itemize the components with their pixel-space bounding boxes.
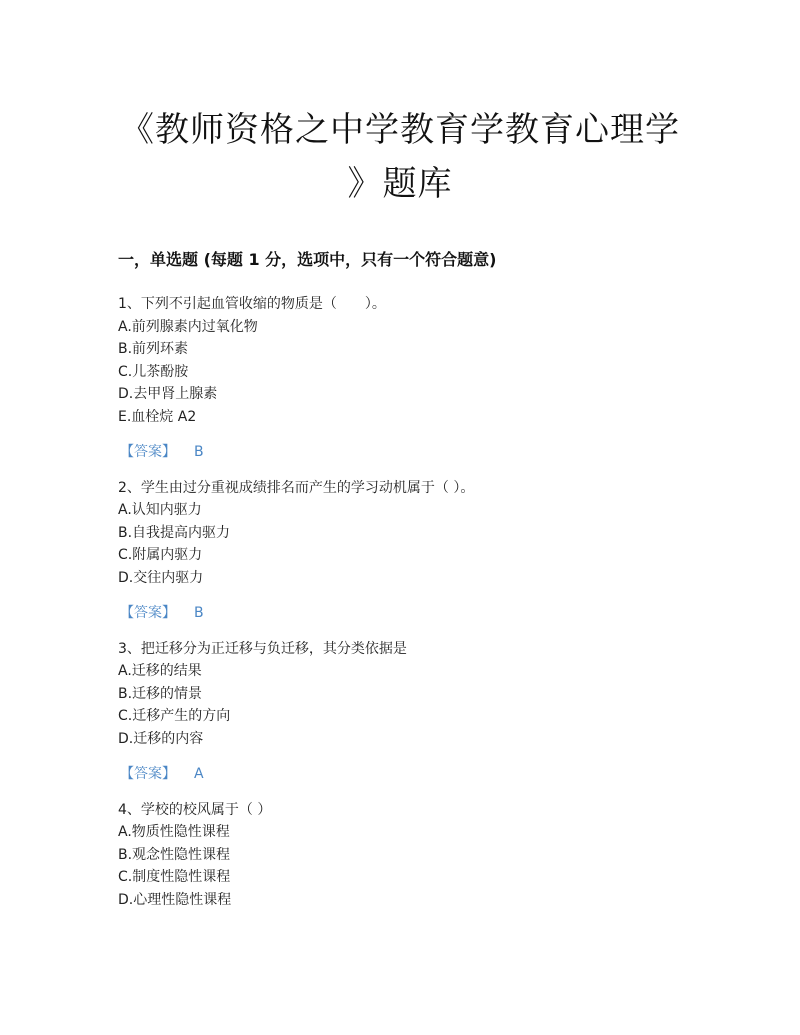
option-a: A.认知内驱力	[118, 502, 202, 518]
option-a: A.迁移的结果	[118, 663, 202, 679]
option-a: A.前列腺素内过氧化物	[118, 318, 258, 335]
answer-value: A	[194, 766, 204, 782]
answer-label: 【答案】	[120, 766, 176, 782]
answer-row	[118, 602, 718, 625]
question-stem: 1、下列不引起血管收缩的物质是（ ）。	[118, 296, 386, 312]
answer-row	[118, 763, 718, 786]
document-title	[100, 103, 700, 211]
section-heading: 一，单选题 (每题 1 分，选项中，只有一个符合题意)	[118, 250, 497, 269]
question-3	[118, 638, 718, 786]
option-d: D.去甲肾上腺素	[118, 386, 218, 402]
question-4	[118, 799, 718, 912]
question-2	[118, 477, 718, 625]
answer-row	[118, 441, 718, 464]
option-a: A.物质性隐性课程	[118, 824, 230, 840]
option-d: D.心理性隐性课程	[118, 891, 232, 908]
option-d: D.交往内驱力	[118, 569, 204, 586]
option-b: B.前列环素	[118, 341, 189, 357]
question-stem: 3、把迁移分为正迁移与负迁移，其分类依据是	[118, 640, 407, 657]
title-line-1: 《教师资格之中学教育学教育心理学	[120, 110, 680, 150]
option-c: C.儿茶酚胺	[118, 363, 189, 380]
answer-label: 【答案】	[120, 444, 176, 460]
answer-label: 【答案】	[120, 605, 176, 621]
question-stem: 4、学校的校风属于（ ）	[118, 801, 272, 818]
option-b: B.自我提高内驱力	[118, 524, 231, 541]
question-stem: 2、学生由过分重视成绩排名而产生的学习动机属于（ ）。	[118, 479, 475, 496]
question-1	[118, 293, 718, 464]
option-c: C.附属内驱力	[118, 547, 203, 563]
option-c: C.迁移产生的方向	[118, 708, 231, 724]
question-list	[118, 293, 718, 911]
option-c: C.制度性隐性课程	[118, 869, 231, 885]
answer-value: B	[194, 605, 204, 621]
option-b: B.观念性隐性课程	[118, 846, 231, 863]
option-e: E.血栓烷 A2	[118, 408, 197, 425]
option-b: B.迁移的情景	[118, 685, 203, 702]
title-line-2: 》题库	[347, 164, 453, 204]
option-d: D.迁移的内容	[118, 730, 204, 747]
answer-value: B	[194, 444, 204, 460]
